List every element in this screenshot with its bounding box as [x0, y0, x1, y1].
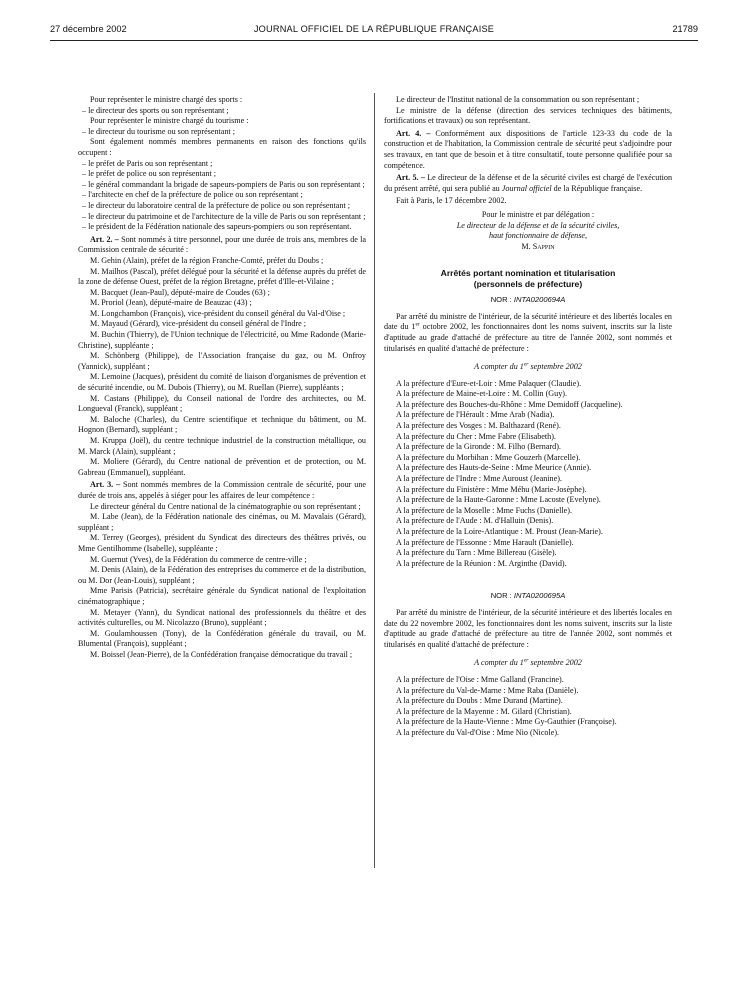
list-item: A la préfecture de l'Indre : Mme Auroust (Jeanine).: [396, 474, 562, 484]
paragraph: Mme Parisis (Patricia), secrétaire générale du Syndicat national de l'exploitation cinématographique ;: [78, 586, 366, 606]
dash-item: – le président de la Fédération nationale des sapeurs-pompiers ou son représentant.: [78, 222, 366, 233]
list-item: A la préfecture du Val-de-Marne : Mme Raba (Danièle).: [396, 685, 579, 695]
decree-1-intro: [384, 312, 672, 354]
header-journal-title: JOURNAL OFFICIEL DE LA RÉPUBLIQUE FRANÇAISE: [253, 24, 495, 34]
list-item: A la préfecture du Tarn : Mme Billereau (Gisèle).: [396, 548, 557, 558]
paragraph: M. Labe (Jean), de la Fédération nationale des cinémas, ou M. Mavalais (Gérard), suppléant ;: [78, 512, 366, 532]
right-column: [384, 95, 672, 739]
date-b: septembre 2002: [528, 362, 582, 372]
article-label: Art. 4. –: [396, 128, 431, 138]
paragraph: M. Lemoine (Jacques), président du comité de liaison d'organismes de prévention et de sécurité incendie, ou M. Dubois (Thierry), ou M. Ruellan (Pierre), suppléants ;: [78, 372, 366, 393]
signature-line-1: Pour le ministre et par délégation :: [481, 209, 595, 219]
list-item: A la préfecture de l'Hérault : Mme Arab (Nadia).: [396, 410, 555, 420]
right-top-paragraphs: [384, 95, 672, 171]
date-a: A compter du 1: [474, 362, 524, 372]
article-5: [384, 173, 672, 194]
paragraph: M. Proriol (Jean), député-maire de Beauzac (43) ;: [90, 298, 252, 308]
signature-line-2: Le directeur de la défense et de la sécurité civiles,: [456, 220, 620, 230]
article-text: Conformément aux dispositions de l'article 123-33 du code de la construction et de l'habitation, la Commission centrale de sécurité peut s'adjoindre pour ses travaux, en tant que de besoin et à titre consultatif, toute personne qualifiée pour sa compétence.: [384, 128, 672, 170]
list-item: A la préfecture de l'Aude : M. d'Halluin (Denis).: [396, 516, 554, 526]
paragraph: M. Baloche (Charles), du Centre scientifique et technique du bâtiment, ou M. Hognon (Bernard), suppléant ;: [78, 414, 366, 435]
decree-2-effective-date: [384, 658, 672, 669]
nor-label: NOR :: [490, 591, 512, 601]
nor-code: INTA0200694A: [513, 295, 566, 305]
list-item: A la préfecture de la Réunion : M. Arginthe (David).: [396, 558, 567, 568]
paragraph: M. Mailhos (Pascal), préfet délégué pour la sécurité et la défense auprès du préfet de la zone de défense Ouest, préfet de la région Bretagne, préfet d'Ille-et-Vilaine ;: [78, 266, 366, 287]
paragraph: M. Gehin (Alain), préfet de la région Franche-Comté, préfet du Doubs ;: [90, 255, 324, 265]
list-item: A la préfecture du Doubs : Mme Durand (Martine).: [396, 696, 563, 706]
decree-2-list: [384, 675, 672, 739]
dash-item: – le directeur des sports ou son représentant ;: [78, 106, 366, 117]
nor-code: INTA0200695A: [513, 591, 566, 601]
list-item: A la préfecture du Finistère : Mme Méhu (Marie-Josèphe).: [396, 484, 587, 494]
paragraph: M. Metayer (Yann), du Syndicat national des professionnels du théâtre et des activités culturelles, ou M. Nicolazzo (Bruno), suppléant ;: [78, 607, 366, 628]
list-item: A la préfecture de la Gironde : M. Filho (Bernard).: [396, 442, 561, 452]
paragraph: M. Goulamhoussen (Tony), de la Confédération générale du travail, ou M. Blumental (François), suppléant ;: [78, 628, 366, 649]
list-item: A la préfecture du Morbihan : Mme Gouzerh (Marcelle).: [396, 452, 581, 462]
decree-2-intro: Par arrêté du ministre de l'intérieur, de la sécurité intérieure et des libertés locales en date du 22 novembre 2002, les fonctionnaires dont les noms suivent, inscrits sur la liste d'aptitude au grade d'attaché de préfecture au titre de l'année 2002, sont nommés et titularisés en qualité d'attaché de préfecture :: [384, 607, 672, 649]
article-label: Art. 5. –: [396, 173, 425, 183]
article-label: Art. 3. –: [90, 480, 121, 490]
signature-name: M. Sappin: [521, 241, 555, 251]
date-sup: er: [523, 361, 529, 368]
signature-block: [384, 210, 672, 252]
article-italic: Journal officiel: [501, 183, 552, 193]
article-label: Art. 2. –: [90, 234, 119, 244]
decree-1-intro-a: Par arrêté du ministre de l'intérieur, de la sécurité intérieure et des libertés locales en date du 1: [384, 311, 672, 332]
date-b: septembre 2002: [528, 658, 582, 668]
signature-line-3: haut fonctionnaire de défense,: [488, 231, 588, 241]
nor-reference-2: [384, 591, 672, 602]
dash-item: – le général commandant la brigade de sapeurs-pompiers de Paris ou son représentant ;: [78, 180, 366, 191]
list-item: A la préfecture des Hauts-de-Seine : Mme Meurice (Annie).: [396, 463, 592, 473]
list-item: A la préfecture de la Mayenne : M. Gilard (Christian).: [396, 706, 572, 716]
paragraph: Le directeur de l'Institut national de la consommation ou son représentant ;: [396, 95, 640, 104]
section-title-line-2: (personnels de préfecture): [473, 278, 583, 289]
decree-1-intro-b: octobre 2002, les fonctionnaires dont les noms suivent, inscrits sur la liste d'aptitude au grade d'attaché de préfecture au titre de l'année 2002, sont nommés et titularisés en qualité d'attaché de préfecture :: [384, 322, 672, 353]
nor-label: NOR :: [490, 295, 512, 305]
paragraph: Pour représenter le ministre chargé des sports :: [90, 95, 243, 104]
paragraph: M. Terrey (Georges), président du Syndicat des directeurs des théâtres privés, ou Mme Gentilhomme (Isabelle), suppléante ;: [78, 533, 366, 553]
fait-a-paris: Fait à Paris, le 17 décembre 2002.: [396, 196, 507, 206]
list-item: A la préfecture de la Moselle : Mme Fuchs (Danielle).: [396, 505, 572, 515]
paragraph: Le directeur général du Centre national de la cinématographie ou son représentant ;: [90, 501, 361, 511]
section-title: [384, 268, 672, 289]
paragraph: M. Buchin (Thierry), de l'Union technique de l'électricité, ou Mme Radonde (Marie-Christine), suppléante ;: [78, 330, 366, 350]
page-header: [50, 24, 698, 38]
article-paragraph: [384, 129, 672, 171]
paragraph: M. Schönberg (Philippe), de l'Association française du gaz, ou M. Onfroy (Yannick), suppléant ;: [78, 351, 366, 371]
list-item: A la préfecture de l'Oise : Mme Galland (Francine).: [396, 674, 564, 684]
list-item: A la préfecture de Maine-et-Loire : M. Collin (Guy).: [396, 389, 568, 399]
article-paragraph: [78, 235, 366, 256]
paragraph: M. Bacquet (Jean-Paul), député-maire de Coudes (63) ;: [90, 287, 270, 297]
paragraph: M. Kruppa (Joël), du centre technique industriel de la construction métallique, ou M. Marck (Alain), suppléant ;: [78, 436, 366, 456]
dash-item: – le préfet de Paris ou son représentant ;: [78, 159, 366, 170]
list-item: A la préfecture des Vosges : M. Balthazard (René).: [396, 421, 561, 431]
header-page-number: 21789: [672, 24, 698, 34]
dash-item: – le directeur du tourisme ou son représentant ;: [78, 127, 366, 138]
article-text: Sont nommés à titre personnel, pour une durée de trois ans, membres de la Commission centrale de sécurité :: [78, 234, 366, 255]
paragraph: Sont également nommés membres permanents en raison des fonctions qu'ils occupent :: [78, 137, 366, 157]
paragraph: M. Longchambon (François), vice-président du conseil général du Val-d'Oise ;: [90, 308, 346, 318]
article-text: Le directeur de la défense et de la sécurité civiles est chargé de l'exécution du présent arrêté, qui sera publié au: [384, 173, 673, 193]
list-item: A la préfecture des Bouches-du-Rhône : Mme Demidoff (Jacqueline).: [396, 399, 623, 409]
paragraph: M. Guernut (Yves), de la Fédération du commerce de centre-ville ;: [90, 554, 307, 564]
paragraph: Pour représenter le ministre chargé du tourisme :: [90, 116, 249, 126]
decree-1-list: [384, 379, 672, 570]
header-date: 27 décembre 2002: [50, 24, 127, 34]
paragraph: M. Denis (Alain), de la Fédération des entreprises du commerce et de la distribution, ou M. Dor (Jean-Louis), suppléant ;: [78, 565, 366, 585]
list-item: A la préfecture d'Eure-et-Loir : Mme Palaquer (Claudie).: [396, 378, 582, 388]
decree-1-effective-date: [384, 362, 672, 373]
article-text: Sont nommés membres de la Commission centrale de sécurité, pour une durée de trois ans, appelés à siéger pour les affaires de leur compétence :: [78, 480, 366, 500]
dash-item: – le directeur du patrimoine et de l'architecture de la ville de Paris ou son représentant ;: [78, 212, 366, 223]
dash-item: – l'architecte en chef de la préfecture de police ou son représentant ;: [78, 190, 366, 201]
list-item: A la préfecture de la Haute-Vienne : Mme Gy-Gauthier (Françoise).: [396, 717, 617, 727]
paragraph: Le ministre de la défense (direction des services techniques des bâtiments, fortifications et travaux) ou son représentant.: [384, 105, 672, 126]
list-item: A la préfecture de la Loire-Atlantique : M. Proust (Jean-Marie).: [396, 527, 603, 536]
nor-reference-1: [384, 295, 672, 306]
paragraph: M. Castans (Philippe), du Conseil national de l'ordre des architectes, ou M. Longueval (Franck), suppléant ;: [78, 393, 366, 414]
column-divider: [374, 93, 375, 868]
dash-item: – le préfet de police ou son représentant ;: [78, 169, 366, 180]
list-item: A la préfecture du Val-d'Oise : Mme Nio (Nicole).: [396, 727, 560, 737]
left-column: [78, 95, 366, 660]
header-rule: [50, 40, 698, 41]
list-item: A la préfecture du Cher : Mme Fabre (Elisabeth).: [396, 431, 556, 441]
date-sup: er: [523, 657, 529, 664]
article-paragraph: [78, 480, 366, 501]
section-title-line-1: Arrêtés portant nomination et titularisation: [440, 268, 616, 279]
date-a: A compter du 1: [474, 658, 524, 668]
list-item: A la préfecture de l'Essonne : Mme Harault (Danielle).: [396, 537, 574, 547]
paragraph: M. Moliere (Gérard), du Centre national de prévention et de protection, ou M. Gabreau (Emmanuel), suppléant.: [78, 457, 366, 477]
paragraph: M. Boissel (Jean-Pierre), de la Confédération française démocratique du travail ;: [90, 649, 353, 659]
list-item: A la préfecture de la Haute-Garonne : Mme Lacoste (Evelyne).: [396, 495, 601, 505]
paragraph: M. Mayaud (Gérard), vice-président du conseil général de l'Indre ;: [90, 319, 307, 329]
decree-1-intro-sup: er: [415, 321, 420, 328]
dash-item: – le directeur du laboratoire central de la préfecture de police ou son représentant ;: [78, 201, 366, 212]
article-text-end: de la République française.: [551, 183, 643, 193]
